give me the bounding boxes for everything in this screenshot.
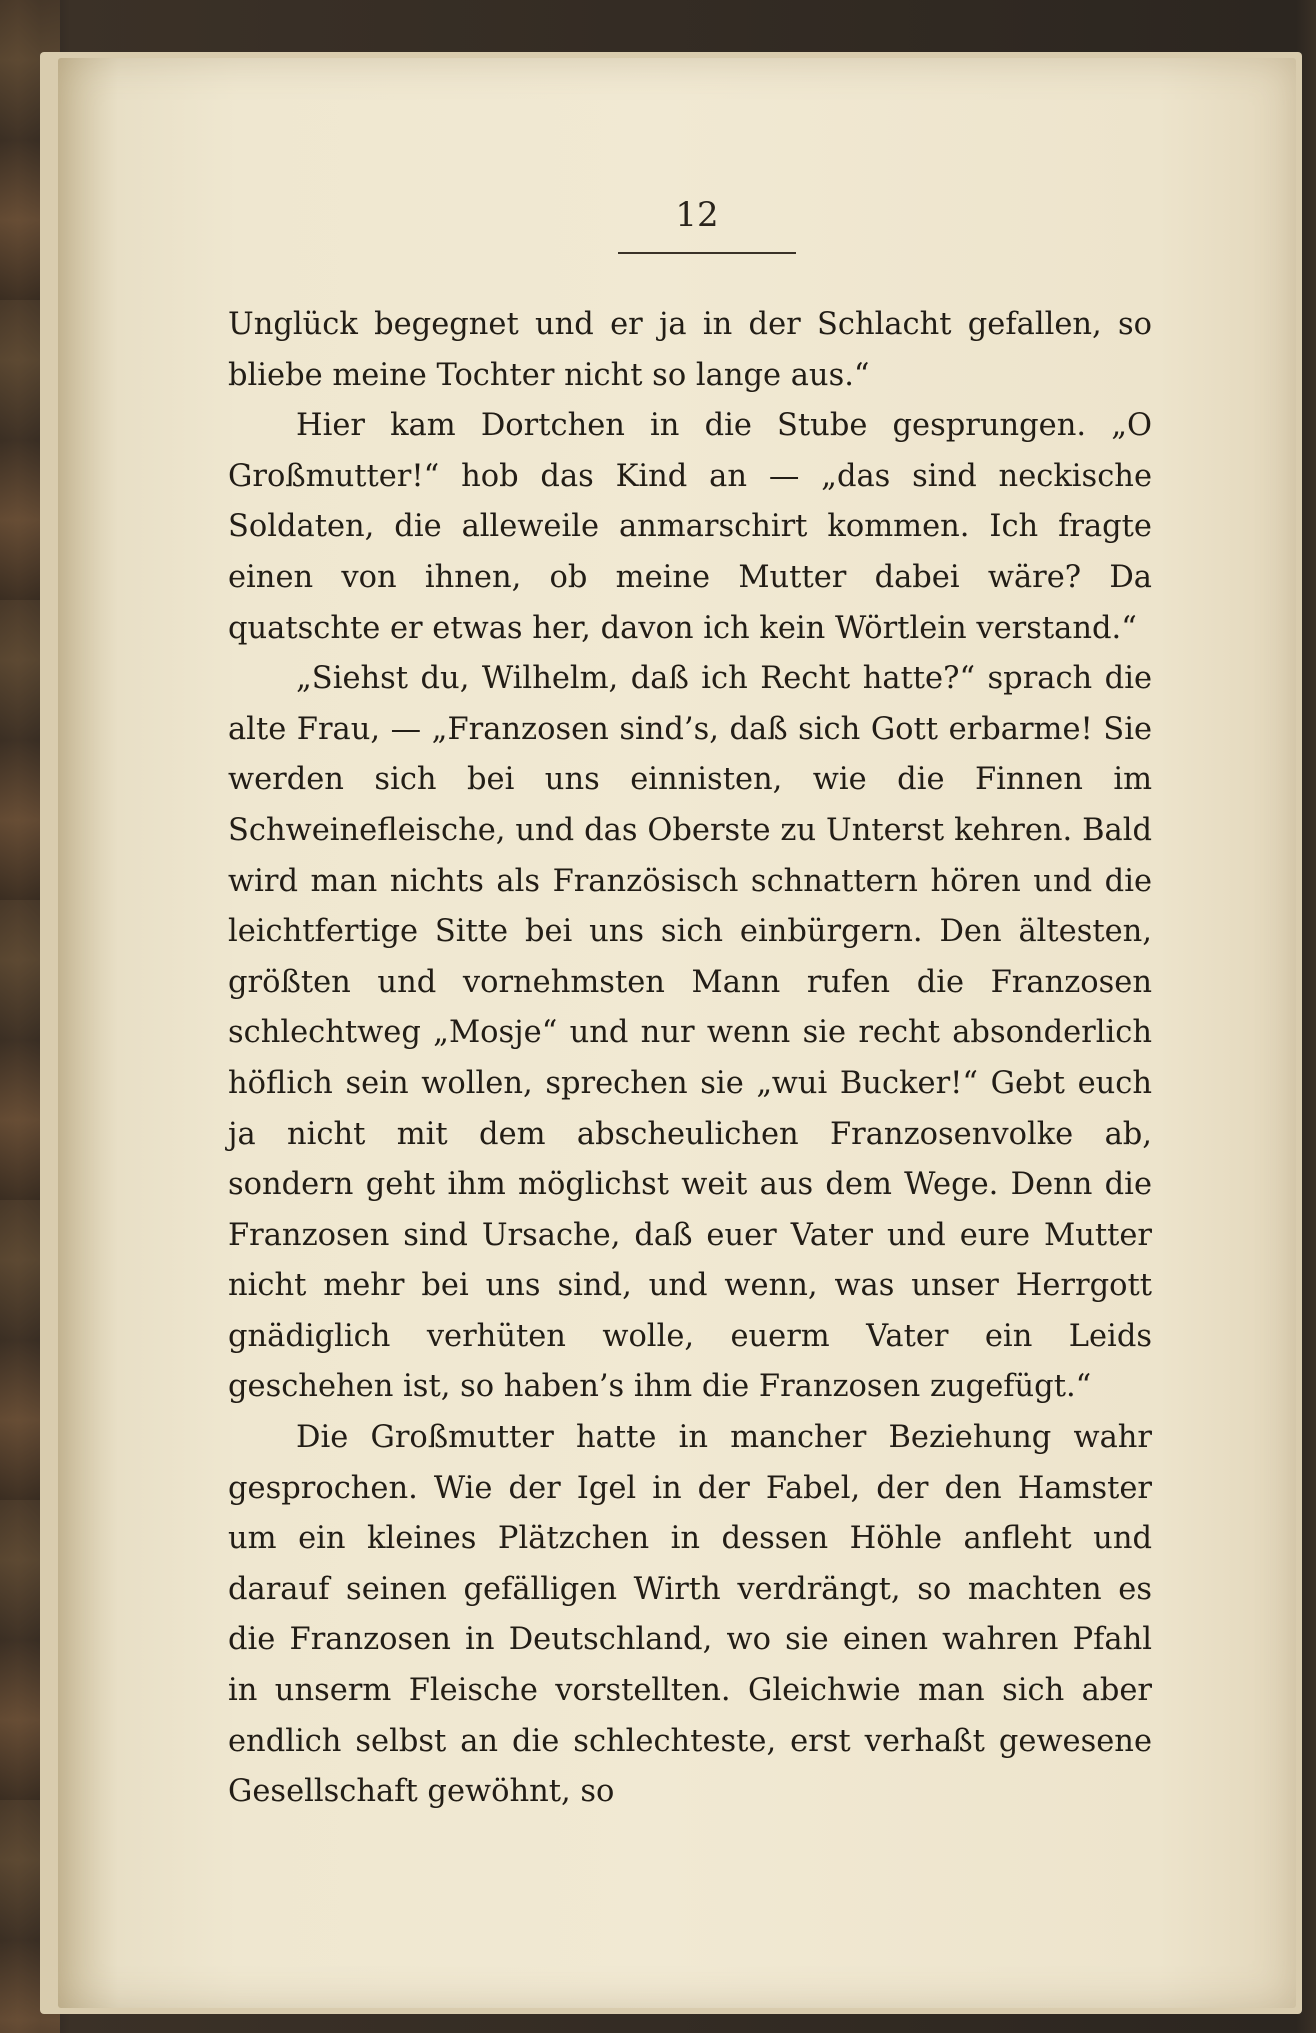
paragraph-4: Die Großmutter hatte in mancher Beziehung wahr gesprochen. Wie der Igel in der Fabel, der den Hamster um ein kleines Plätzchen in dessen Höhle anfleht und darauf seinen gefälligen Wirth verdrängt, so machten es die Franzosen in Deutschland, wo sie einen wahren Pfahl in unserm Fleische vorstellten. Gleichwie man sich aber endlich selbst an die schlechteste, erst verhaßt gewesene Gesellschaft gewöhnt, so [228,1420,1152,1810]
paragraph-2: Hier kam Dortchen in die Stube gesprungen. „O Großmutter!“ hob das Kind an — „das sind neckische Soldaten, die alleweile anmarschirt kommen. Ich fragte einen von ihnen, ob meine Mutter dabei wäre? Da quatschte er etwas her, davon ich kein Wörtlein verstand.“ [228,408,1152,646]
page-number: 12 [675,195,719,235]
paragraph-1: Unglück begegnet und er ja in der Schlacht gefallen, so bliebe meine Tochter nicht so lange aus.“ [228,307,1152,393]
paragraph-3: „Siehst du, Wilhelm, daß ich Recht hatte?“ sprach die alte Frau, — „Franzosen sind’s, daß sich Gott erbarme! Sie werden sich bei uns einnisten, wie die Finnen im Schweinefleische, und das Oberste zu Unterst kehren. Bald wird man nichts als Französisch schnattern hören und die leichtfertige Sitte bei uns sich einbürgern. Den ältesten, größten und vornehmsten Mann rufen die Franzosen schlechtweg „Mosje“ und nur wenn sie recht absonderlich höflich sein wollen, sprechen sie „wui Bucker!“ Gebt euch ja nicht mit dem abscheulichen Franzosenvolke ab, sondern geht ihm möglichst weit aus dem Wege. Denn die Franzosen sind Ursache, daß euer Vater und eure Mutter nicht mehr bei uns sind, und wenn, was unser Herrgott gnädiglich verhüten wolle, euerm Vater ein Leids geschehen ist, so haben’s ihm die Franzosen zugefügt.“ [228,661,1152,1405]
page-text-block [228,300,1152,1818]
page-number-rule [618,252,796,254]
